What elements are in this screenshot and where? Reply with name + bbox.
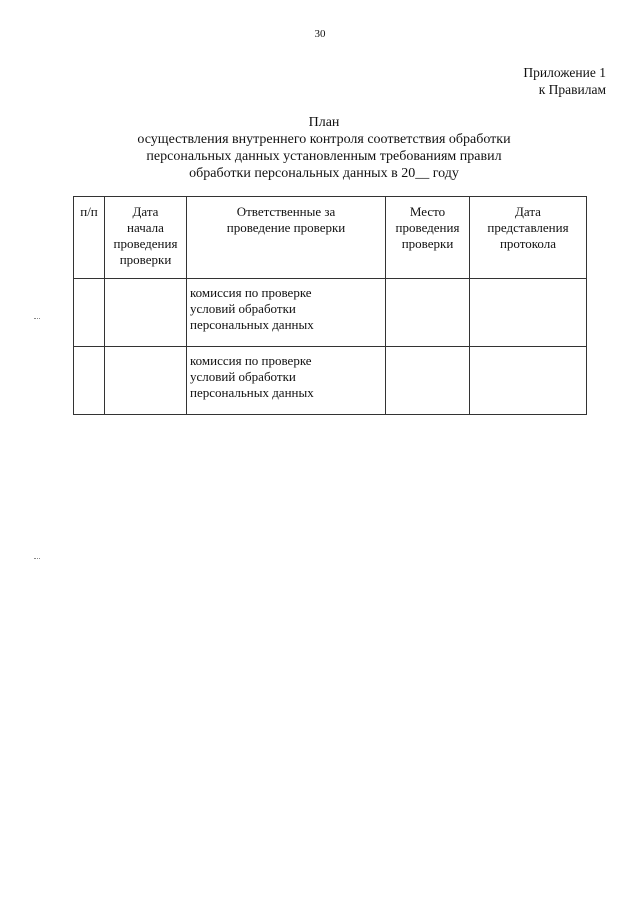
responsible-line: комиссия по проверке	[190, 353, 312, 368]
title-line-3: персональных данных установленным требованиям правил	[146, 149, 502, 164]
page-number: 30	[314, 28, 326, 40]
annex-line-1: Приложение 1	[523, 65, 606, 80]
annex-line-2: к Правилам	[538, 82, 606, 97]
cell-num	[74, 279, 105, 347]
title-line-4: обработки персональных данных в 20__ году	[189, 166, 459, 181]
cell-start-date	[105, 279, 187, 347]
header-report-date	[470, 197, 587, 279]
plan-table	[73, 196, 587, 415]
cell-location	[386, 279, 470, 347]
header-line: проведения	[113, 236, 178, 251]
header-start-date	[105, 197, 187, 279]
title-line-2: осуществления внутреннего контроля соответствия обработки	[137, 132, 511, 147]
cell-report-date	[470, 347, 587, 415]
title-line-1: План	[308, 115, 340, 130]
header-line: Ответственные за	[236, 204, 336, 219]
header-line: Дата	[515, 204, 541, 219]
header-line: Место	[409, 204, 446, 219]
cell-num	[74, 347, 105, 415]
responsible-line: персональных данных	[190, 317, 314, 332]
responsible-line: комиссия по проверке	[190, 285, 312, 300]
annex-reference	[523, 64, 606, 98]
header-responsible	[187, 197, 386, 279]
cell-responsible	[187, 347, 386, 415]
header-line: начала	[127, 220, 164, 235]
header-num	[74, 197, 105, 279]
header-line: проведение проверки	[226, 220, 346, 235]
header-line: проверки	[401, 236, 454, 251]
header-line: п/п	[80, 204, 98, 219]
responsible-line: персональных данных	[190, 385, 314, 400]
header-line: протокола	[499, 236, 557, 251]
header-line: представления	[487, 220, 569, 235]
table-row	[74, 279, 587, 347]
table-row	[74, 347, 587, 415]
header-line: проверки	[119, 252, 172, 267]
margin-mark	[34, 318, 40, 319]
responsible-line: условий обработки	[190, 369, 296, 384]
cell-responsible	[187, 279, 386, 347]
cell-location	[386, 347, 470, 415]
cell-report-date	[470, 279, 587, 347]
header-line: проведения	[395, 220, 460, 235]
header-line: Дата	[132, 204, 159, 219]
cell-start-date	[105, 347, 187, 415]
responsible-line: условий обработки	[190, 301, 296, 316]
header-location	[386, 197, 470, 279]
margin-mark	[34, 558, 40, 559]
table-header-row	[74, 197, 587, 279]
document-title	[96, 114, 552, 182]
